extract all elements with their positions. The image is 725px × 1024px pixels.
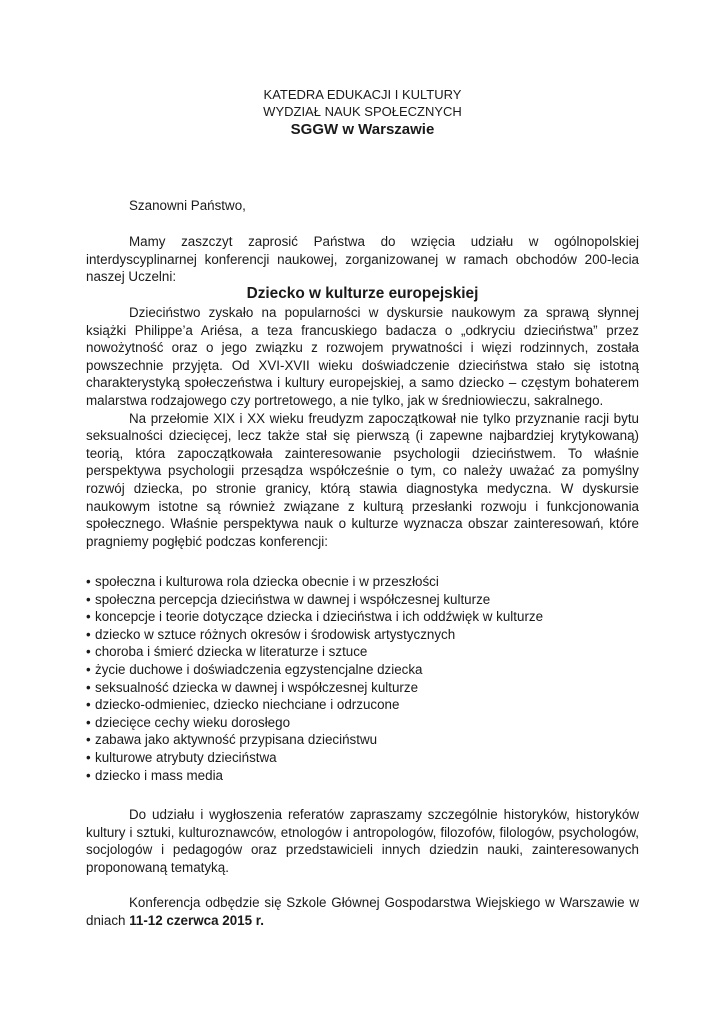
paragraph-childhood: Dzieciństwo zyskało na popularności w dyskursie naukowym za sprawą słynnej książki Philippe’a Ariésa, a teza francuskiego badacza o „odkryciu dzieciństwa” przez nowożytność oraz o jego związku z rozwojem prywatności i więzi rodzinnych, została powszechnie przyjęta. Od XVI-XVII wieku doświadczenie dzieciństwa stało się istotną charakterystyką społeczeństwa i kultury europejskiej, a samo dziecko – częstym bohaterem malarstwa rodzajowego czy portretowego, a nie tylko, jak w średniowieczu, sakralnego. xyxy=(86,305,639,408)
list-item: • seksualność dziecka w dawnej i współczesnej kulturze xyxy=(86,679,639,697)
paragraph-freudism: Na przełomie XIX i XX wieku freudyzm zapoczątkował nie tylko przyznanie racji bytu seksualności dziecięcej, lecz także stał się pierwszą (i zapewne najbardziej krytykowaną) teorią, która zapoczątkowała zainteresowanie psychologii dzieciństwem. To właśnie perspektywa psychologii przesądza współcześnie o tym, co należy uważać za pomyślny rozwój dziecka, po stronie granicy, którą stawia diagnostyka medyczna. W dyskursie naukowym istotne są również związane z kulturą przesłanki rozwoju i funkcjonowania społecznego. Właśnie perspektywa nauk o kulturze wyznacza obszar zainteresowań, które pragniemy pogłębić podczas konferencji: xyxy=(86,410,639,549)
venue-text: Konferencja odbędzie się Szkole Głównej Gospodarstwa Wiejskiego w Warszawie w dniach xyxy=(86,895,639,928)
list-item: • dziecko i mass media xyxy=(86,767,639,785)
intro-paragraph xyxy=(86,233,639,286)
intro-text: Mamy zaszczyt zaprosić Państwa do wzięcia udziału w ogólnopolskiej interdyscyplinarnej konferencji naukowej, zorganizowanej w ramach obchodów 200-lecia naszej Uczelni: xyxy=(86,234,639,285)
list-item: • zabawa jako aktywność przypisana dzieciństwu xyxy=(86,731,639,749)
conference-title: Dziecko w kulturze europejskiej xyxy=(246,285,479,302)
list-item: • kulturowe atrybuty dzieciństwa xyxy=(86,749,639,767)
university-name: SGGW w Warszawie xyxy=(290,121,435,138)
list-item: • dziecko-odmieniec, dziecko niechciane i odrzucone xyxy=(86,696,639,714)
paragraph-venue xyxy=(86,894,639,929)
topics-list xyxy=(86,573,639,784)
department-name: KATEDRA EDUKACJI I KULTURY xyxy=(263,87,462,102)
list-item: • życie duchowe i doświadczenia egzystencjalne dziecka xyxy=(86,661,639,679)
list-item: • dziecięce cechy wieku dorosłego xyxy=(86,714,639,732)
letterhead xyxy=(0,86,725,140)
venue-section xyxy=(86,894,639,929)
list-item: • koncepcje i teorie dotyczące dziecka i dzieciństwa i ich oddźwięk w kulturze xyxy=(86,608,639,626)
conference-date: 11-12 czerwca 2015 r. xyxy=(129,912,264,928)
faculty-name: WYDZIAŁ NAUK SPOŁECZNYCH xyxy=(263,104,462,119)
list-item: • społeczna i kulturowa rola dziecka obecnie i w przeszłości xyxy=(86,573,639,591)
paragraph-invitation: Do udziału i wygłoszenia referatów zapraszamy szczególnie historyków, historyków kultury i sztuki, kulturoznawców, etnologów i antropologów, filozofów, filologów, psychologów, socjologów i pedagogów oraz przedstawicieli innych dziedzin nauki, zainteresowanych proponowaną tematyką. xyxy=(86,807,639,875)
list-item: • społeczna percepcja dzieciństwa w dawnej i współczesnej kulturze xyxy=(86,591,639,609)
description-section xyxy=(86,304,639,550)
list-item: • choroba i śmierć dziecka w literaturze i sztuce xyxy=(86,643,639,661)
list-item: • dziecko w sztuce różnych okresów i środowisk artystycznych xyxy=(86,626,639,644)
invitation-section xyxy=(86,806,639,876)
salutation: Szanowni Państwo, xyxy=(129,198,246,213)
